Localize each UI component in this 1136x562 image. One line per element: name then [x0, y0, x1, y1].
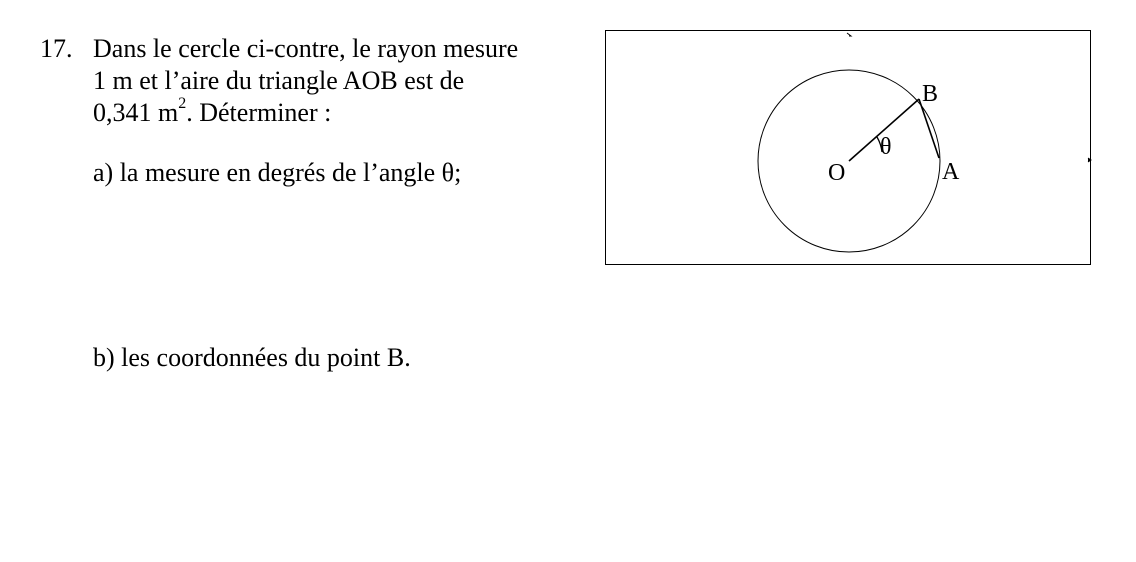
label-point-b: B	[922, 81, 939, 107]
problem-number: 17.	[40, 34, 73, 63]
problem-line-3	[93, 97, 583, 129]
circle-figure	[605, 30, 1091, 265]
problem-statement	[93, 33, 583, 129]
stray-mark-top	[847, 33, 851, 36]
chord-ba	[919, 99, 939, 158]
problem-line-3-suffix: . Déterminer :	[186, 98, 332, 127]
question-a: a) la mesure en degrés de l’angle θ;	[93, 158, 462, 187]
problem-line-2: 1 m et l’aire du triangle AOB est de	[93, 66, 465, 95]
label-angle-theta: θ	[880, 134, 892, 160]
area-exponent: 2	[178, 95, 187, 113]
stray-mark-right	[1088, 158, 1091, 162]
circle-diagram	[606, 31, 1092, 266]
label-point-a: A	[942, 159, 960, 185]
question-b: b) les coordonnées du point B.	[93, 343, 411, 372]
problem-line-1: Dans le cercle ci-contre, le rayon mesure	[93, 34, 519, 63]
label-center-o: O	[828, 160, 846, 186]
area-value: 0,341 m	[93, 98, 179, 127]
